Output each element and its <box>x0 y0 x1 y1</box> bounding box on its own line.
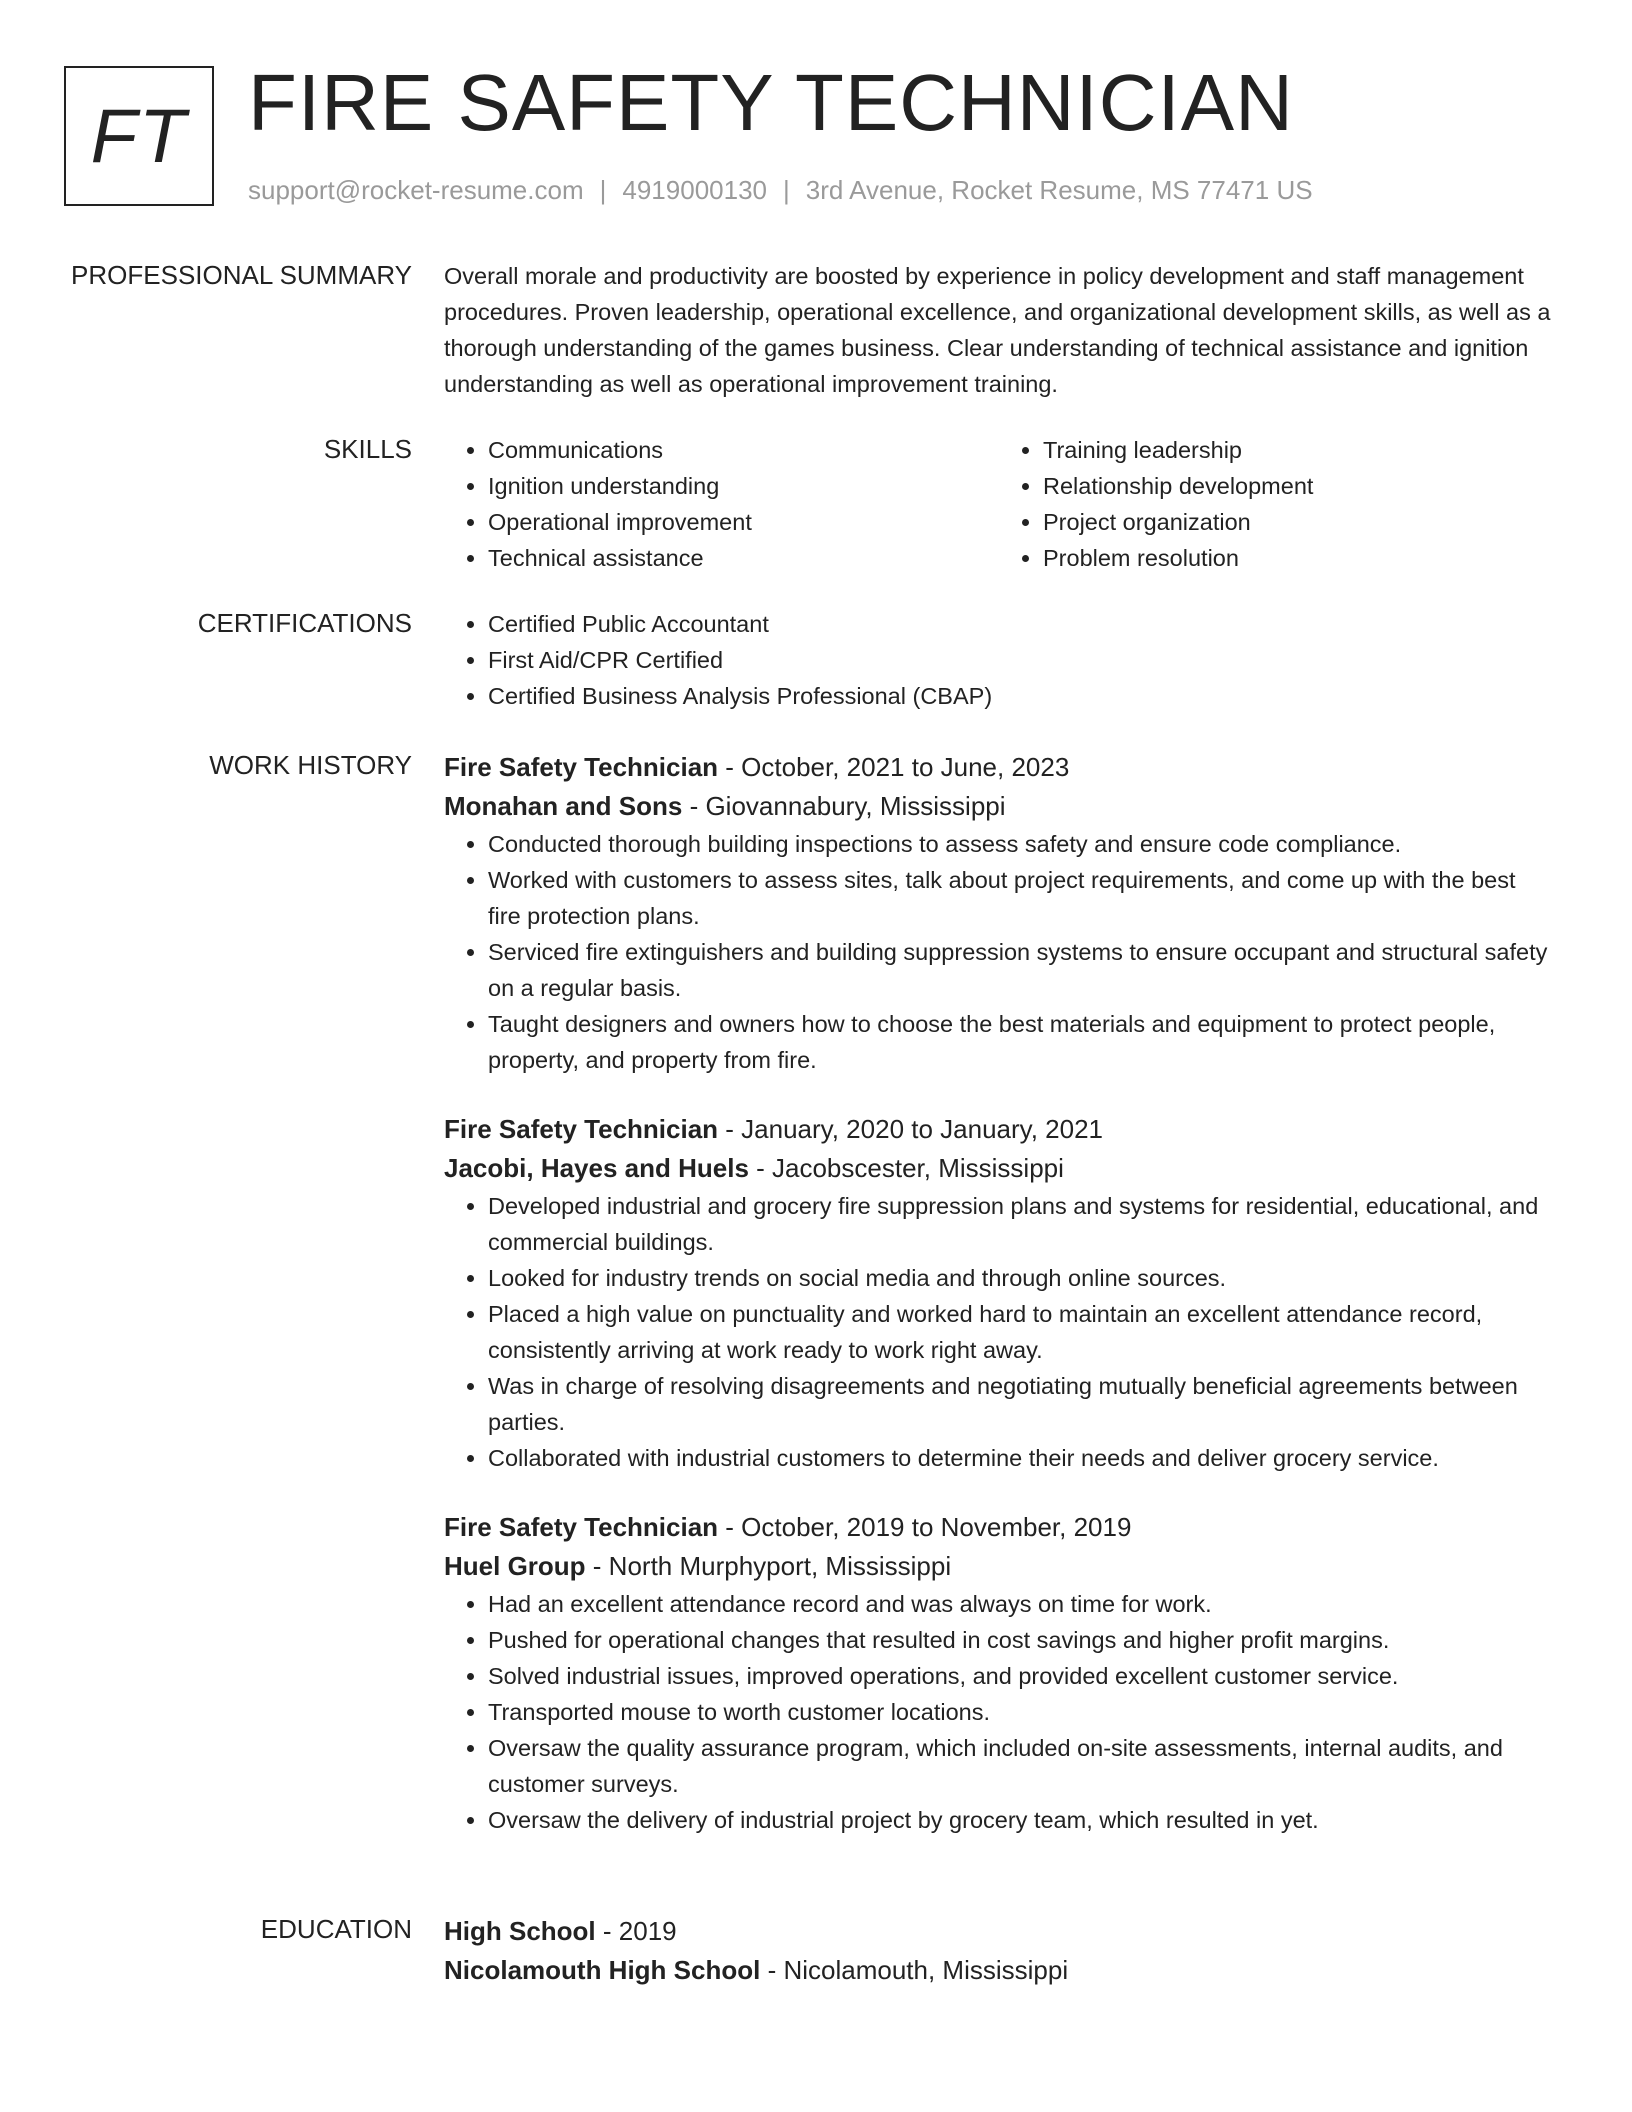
skill-item: • Operational improvement <box>488 504 999 540</box>
contact-phone: 4919000130 <box>622 175 767 205</box>
skill-item: • Relationship development <box>1043 468 1554 504</box>
job-company: Huel Group <box>444 1551 586 1581</box>
certification-item: • Certified Business Analysis Professional (CBAP) <box>488 678 1554 714</box>
job-bullet: • Had an excellent attendance record and was always on time for work. <box>488 1586 1554 1622</box>
job-entry <box>444 1508 1554 1838</box>
job-bullet: • Oversaw the delivery of industrial project by grocery team, which resulted in yet. <box>488 1802 1554 1838</box>
section-label-certifications: CERTIFICATIONS <box>197 608 412 638</box>
education-year: - 2019 <box>595 1916 677 1946</box>
job-bullet: • Oversaw the quality assurance program, which included on-site assessments, internal audits, and customer surveys. <box>488 1730 1554 1802</box>
section-label-education: EDUCATION <box>260 1914 412 1944</box>
education-school-line <box>444 1950 1554 1990</box>
job-bullet: • Solved industrial issues, improved operations, and provided excellent customer service. <box>488 1658 1554 1694</box>
job-heading <box>444 1508 1554 1546</box>
section-label-skills: SKILLS <box>323 434 412 464</box>
job-bullet: • Collaborated with industrial customers to determine their needs and deliver grocery service. <box>488 1440 1554 1476</box>
job-company-line <box>444 1546 1554 1586</box>
education-school: Nicolamouth High School <box>444 1955 761 1985</box>
job-heading <box>444 748 1554 786</box>
job-title: Fire Safety Technician <box>444 1512 719 1542</box>
summary-text: Overall morale and productivity are boosted by experience in policy development and staff management procedures. Proven leadership, operational excellence, and organizational development skills, as well as a thorough understanding of the games business. Clear understanding of technical assistance and ignition understanding as well as operational improvement training. <box>444 263 1551 397</box>
job-company-line <box>444 786 1554 826</box>
job-bullet: • Placed a high value on punctuality and worked hard to maintain an excellent attendance record, consistently arriving at work ready to work right away. <box>488 1296 1554 1368</box>
job-company: Monahan and Sons <box>444 791 683 821</box>
resume-title: FIRE SAFETY TECHNICIAN <box>248 58 1294 147</box>
job-bullet: • Transported mouse to worth customer locations. <box>488 1694 1554 1730</box>
skill-item: • Problem resolution <box>1043 540 1554 576</box>
job-bullet: • Serviced fire extinguishers and building suppression systems to ensure occupant and structural safety on a regular basis. <box>488 934 1554 1006</box>
job-dates: - October, 2021 to June, 2023 <box>718 752 1070 782</box>
section-label-work-history: WORK HISTORY <box>209 750 412 780</box>
job-company: Jacobi, Hayes and Huels <box>444 1153 749 1183</box>
job-entry <box>444 748 1554 1078</box>
skill-item: • Ignition understanding <box>488 468 999 504</box>
education-heading <box>444 1912 1554 1950</box>
contact-address: 3rd Avenue, Rocket Resume, MS 77471 US <box>805 175 1313 205</box>
skill-item: • Technical assistance <box>488 540 999 576</box>
job-company-line <box>444 1148 1554 1188</box>
job-bullets <box>444 826 1554 1078</box>
monogram: FT <box>64 66 214 206</box>
job-bullet: • Looked for industry trends on social media and through online sources. <box>488 1260 1554 1296</box>
skills-list-right <box>999 432 1554 576</box>
job-location: - North Murphyport, Mississippi <box>585 1551 952 1581</box>
job-heading <box>444 1110 1554 1148</box>
skill-item: • Project organization <box>1043 504 1554 540</box>
section-label-summary: PROFESSIONAL SUMMARY <box>71 260 412 290</box>
contact-separator: | <box>783 175 790 205</box>
skill-item: • Communications <box>488 432 999 468</box>
job-dates: - January, 2020 to January, 2021 <box>718 1114 1104 1144</box>
skills-list-left <box>444 432 999 576</box>
contact-email: support@rocket-resume.com <box>248 175 584 205</box>
certification-item: • First Aid/CPR Certified <box>488 642 1554 678</box>
job-bullet: • Was in charge of resolving disagreements and negotiating mutually beneficial agreements between parties. <box>488 1368 1554 1440</box>
job-bullets <box>444 1188 1554 1476</box>
job-bullet: • Pushed for operational changes that resulted in cost savings and higher profit margins. <box>488 1622 1554 1658</box>
job-title: Fire Safety Technician <box>444 752 719 782</box>
job-title: Fire Safety Technician <box>444 1114 719 1144</box>
job-location: - Giovannabury, Mississippi <box>682 791 1006 821</box>
job-location: - Jacobscester, Mississippi <box>748 1153 1064 1183</box>
education-degree: High School <box>444 1916 596 1946</box>
contact-separator: | <box>599 175 607 205</box>
contact-line <box>248 174 1313 206</box>
job-bullet: • Worked with customers to assess sites, talk about project requirements, and come up with the best fire protection plans. <box>488 862 1554 934</box>
certifications-list <box>444 606 1554 714</box>
skill-item: • Training leadership <box>1043 432 1554 468</box>
certification-item: • Certified Public Accountant <box>488 606 1554 642</box>
job-bullet: • Developed industrial and grocery fire suppression plans and systems for residential, educational, and commercial buildings. <box>488 1188 1554 1260</box>
job-bullet: • Taught designers and owners how to choose the best materials and equipment to protect people, property, and property from fire. <box>488 1006 1554 1078</box>
education-location: - Nicolamouth, Mississippi <box>760 1955 1069 1985</box>
job-dates: - October, 2019 to November, 2019 <box>718 1512 1132 1542</box>
job-bullet: • Conducted thorough building inspections to assess safety and ensure code compliance. <box>488 826 1554 862</box>
job-bullets <box>444 1586 1554 1838</box>
job-entry <box>444 1110 1554 1476</box>
